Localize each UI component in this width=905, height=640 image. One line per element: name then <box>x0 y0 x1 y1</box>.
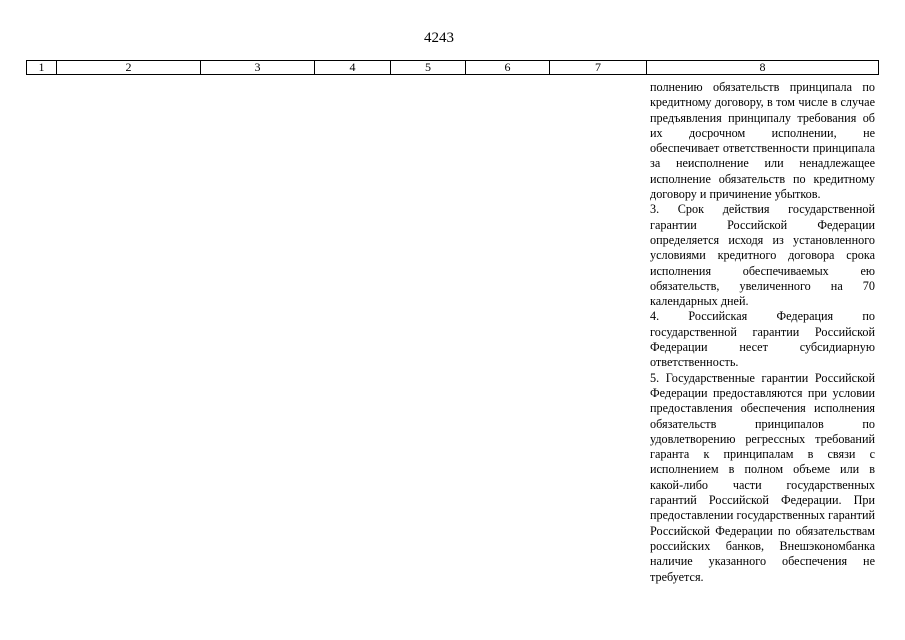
column-number-8: 8 <box>647 61 879 75</box>
paragraph-continuation: полнению обязательств принципала по кредитному договору, в том числе в случае предъявления принципалу требования об их досрочном исполнении, не обеспечивает ответственности принципала за неисполнение или ненадлежащее исполнение обязательств по кредитному договору и причинение убытков. <box>650 80 875 202</box>
column-number-4: 4 <box>315 61 391 75</box>
column-number-7: 7 <box>550 61 647 75</box>
page-number: 4243 <box>424 30 454 46</box>
column-number-5: 5 <box>391 61 466 75</box>
paragraph-4: 4. Российская Федерация по государственной гарантии Российской Федерации несет субсидиарную ответственность. <box>650 309 875 370</box>
column-number-6: 6 <box>466 61 550 75</box>
column-header-row <box>26 60 879 75</box>
column-number-3: 3 <box>201 61 315 75</box>
paragraph-5: 5. Государственные гарантии Российской Федерации предоставляются при условии предоставления обеспечения исполнения обязательств принципалов по удовлетворению регрессных требований гаранта к принципалам в связи с исполнением в полном объеме или в какой-либо части государственных гарантий Российской Федерации. При предоставлении государственных гарантий Российской Федерации по обязательствам российских банков, Внешэкономбанка наличие указанного обеспечения не требуется. <box>650 370 875 584</box>
paragraph-3: 3. Срок действия государственной гарантии Российской Федерации определяется исходя из установленного условиями кредитного договора срока исполнения обеспечиваемых ею обязательств, увеличенного на 70 календарных дней. <box>650 202 875 309</box>
column-8-text <box>650 80 875 585</box>
column-number-2: 2 <box>57 61 201 75</box>
column-number-1: 1 <box>27 61 57 75</box>
